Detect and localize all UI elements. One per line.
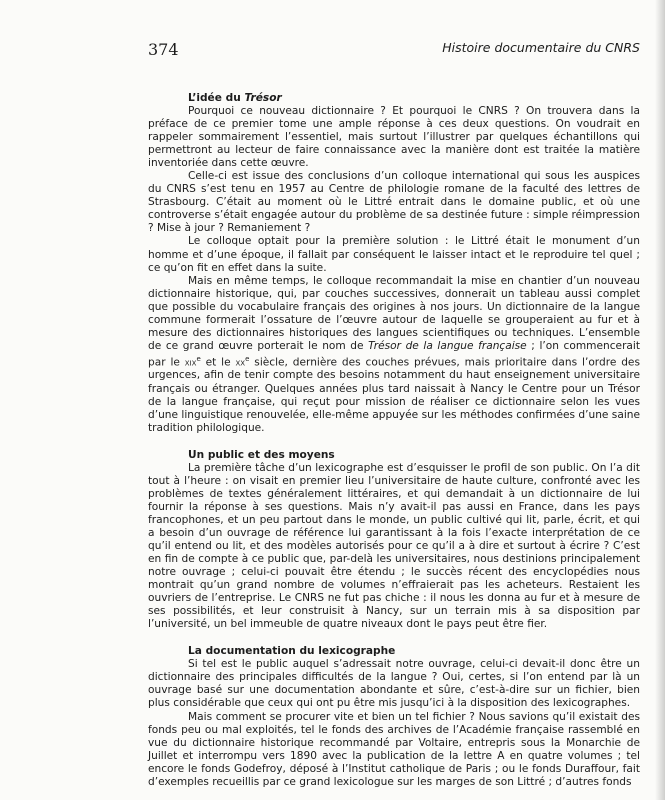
section-gap [148,631,640,645]
text-run: Mais en même temps, le colloque recommandait la mise en chantier d’un nouveau dictionnaire historique, qui, par couches successives, donnerait un tableau aussi complet que possible du vocabulaire français des origines à nos jours. Un dictionnaire de la langue commune formerait l’ossature de l’œuvre autour de laquelle se grouperaient au fur et à mesure des dictionnaires historiques des langues scientifiques ou techniques. L’ensemble de ce grand œuvre porterait le nom de [148,274,640,352]
century-numeral: xix [184,356,197,369]
section-heading-documentation: La documentation du lexicographe [188,645,396,658]
paragraph: La première tâche d’un lexicographe est d’esquisser le profil de son public. On l’a dit tout à l’heure : on visait en premier lieu l’universitaire de haute culture, confronté avec les problèmes de textes généralement littéraires, et qui demandait à un dictionnaire de lui fournir la réponse à ses questions. Mais n’y avait-il pas aussi en France, dans les pays francophones, et un peu partout dans le monde, un public cultivé qui lit, parle, écrit, et qui a besoin d’un ouvrage de référence lui garantissant à la fois l’exacte interprétation de ce qu’il entend ou lit, et des modèles autorisés pour ce qu’il a à dire et surtout à écrire ? C’est en fin de compte à ce public que, par-delà les universitaires, nous destinions principalement notre ouvrage ; celui-ci pouvait être étendu ; le succès récent des encyclopédies nous montrait qu’un grand nombre de volumes n’effraierait pas les acheteurs. Restaient les ouvriers de l’entreprise. Le CNRS ne fut pas chiche : il nous les donna au fur et à mesure de ses possibilités, et leur construisit à Nancy, sur un terrain mis à sa disposition par l’université, un bel immeuble de quatre niveaux dont le pays peut être fier. [148,461,640,631]
page-number: 374 [148,40,179,59]
paragraph: Le colloque optait pour la première solution : le Littré était le monument d’un homme et d’une époque, il fallait par conséquent le laisser intact et le reproduire tel quel ; ce qu’on fit en effet dans la suite. [148,235,640,274]
section-heading-tresor [148,92,640,105]
section-heading-public: Un public et des moyens [188,448,335,461]
heading-italic: Trésor [244,92,282,104]
text-run: et le [200,356,236,369]
italic-title: Trésor de la langue française [368,339,527,352]
paragraph-tresor-origins [148,275,640,435]
paragraph: Si tel est le public auquel s’adressait notre ouvrage, celui-ci devait-il donc être un dictionnaire des principales difficultés de la langue ? Oui, certes, si l’on entend par là un ouvrage basé sur une documentation abondante et sûre, c’est-à-dire sur un fichier, bien plus considérable que ceux qui ont pu être mis jusqu’ici à la disposition des lexicographes. [148,658,640,710]
text-run: ; l’on commencerait par le [148,339,641,369]
heading-text: L’idée du [188,92,245,104]
text-run: siècle, dernière des couches prévues, mais prioritaire dans l’ordre des urgences, afin de tenir compte des besoins notamment du haut enseignement universitaire français ou étranger. Quelques années plus tard naissait à Nancy le Centre pour un Trésor de la langue française, qui reçut pour mission de réaliser ce dictionnaire selon les vues d’une linguistique renouvelée, elle-même appuyée sur les méthodes confirmées d’une saine tradition philologique. [148,356,640,434]
section-gap [148,435,640,449]
century-numeral: xx [235,356,246,369]
paragraph: Pourquoi ce nouveau dictionnaire ? Et pourquoi le CNRS ? On trouvera dans la préface de ce premier tome une ample réponse à ces deux questions. On voudrait en rappeler sommairement l’essentiel, mais surtout l’illustrer par quelques échantillons qui permettront au lecteur de faire connaissance avec la manière dont est traitée la matière inventoriée dans cette œuvre. [148,105,640,170]
paragraph: Celle-ci est issue des conclusions d’un colloque international qui sous les auspices du CNRS s’est tenu en 1957 au Centre de philologie romane de la faculté des lettres de Strasbourg. C’était au moment où le Littré entrait dans le domaine public, et où une controverse s’était engagée autour du problème de sa destinée future : simple réimpression ? Mise à jour ? Remaniement ? [148,170,640,235]
page-body [148,92,640,789]
page-header [148,40,640,62]
running-title: Histoire documentaire du CNRS [442,40,640,55]
page-edge-shadow [655,0,665,800]
superscript: e [196,354,201,363]
superscript: e [245,354,250,363]
paragraph: Mais comment se procurer vite et bien un tel fichier ? Nous savions qu’il existait des fonds peu ou mal exploités, tel le fonds des archives de l’Académie française rassemblé en vue du dictionnaire historique recommandé par Voltaire, entrepris sous la Monarchie de Juillet et interrompu vers 1890 avec la publication de la lettre A en quatre volumes ; tel encore le fonds Godefroy, déposé à l’Institut catholique de Paris ; ou le fonds Duraffour, fait d’exemples recueillis par ce grand lexicologue sur les marges de son Littré ; d’autres fonds [148,710,640,788]
